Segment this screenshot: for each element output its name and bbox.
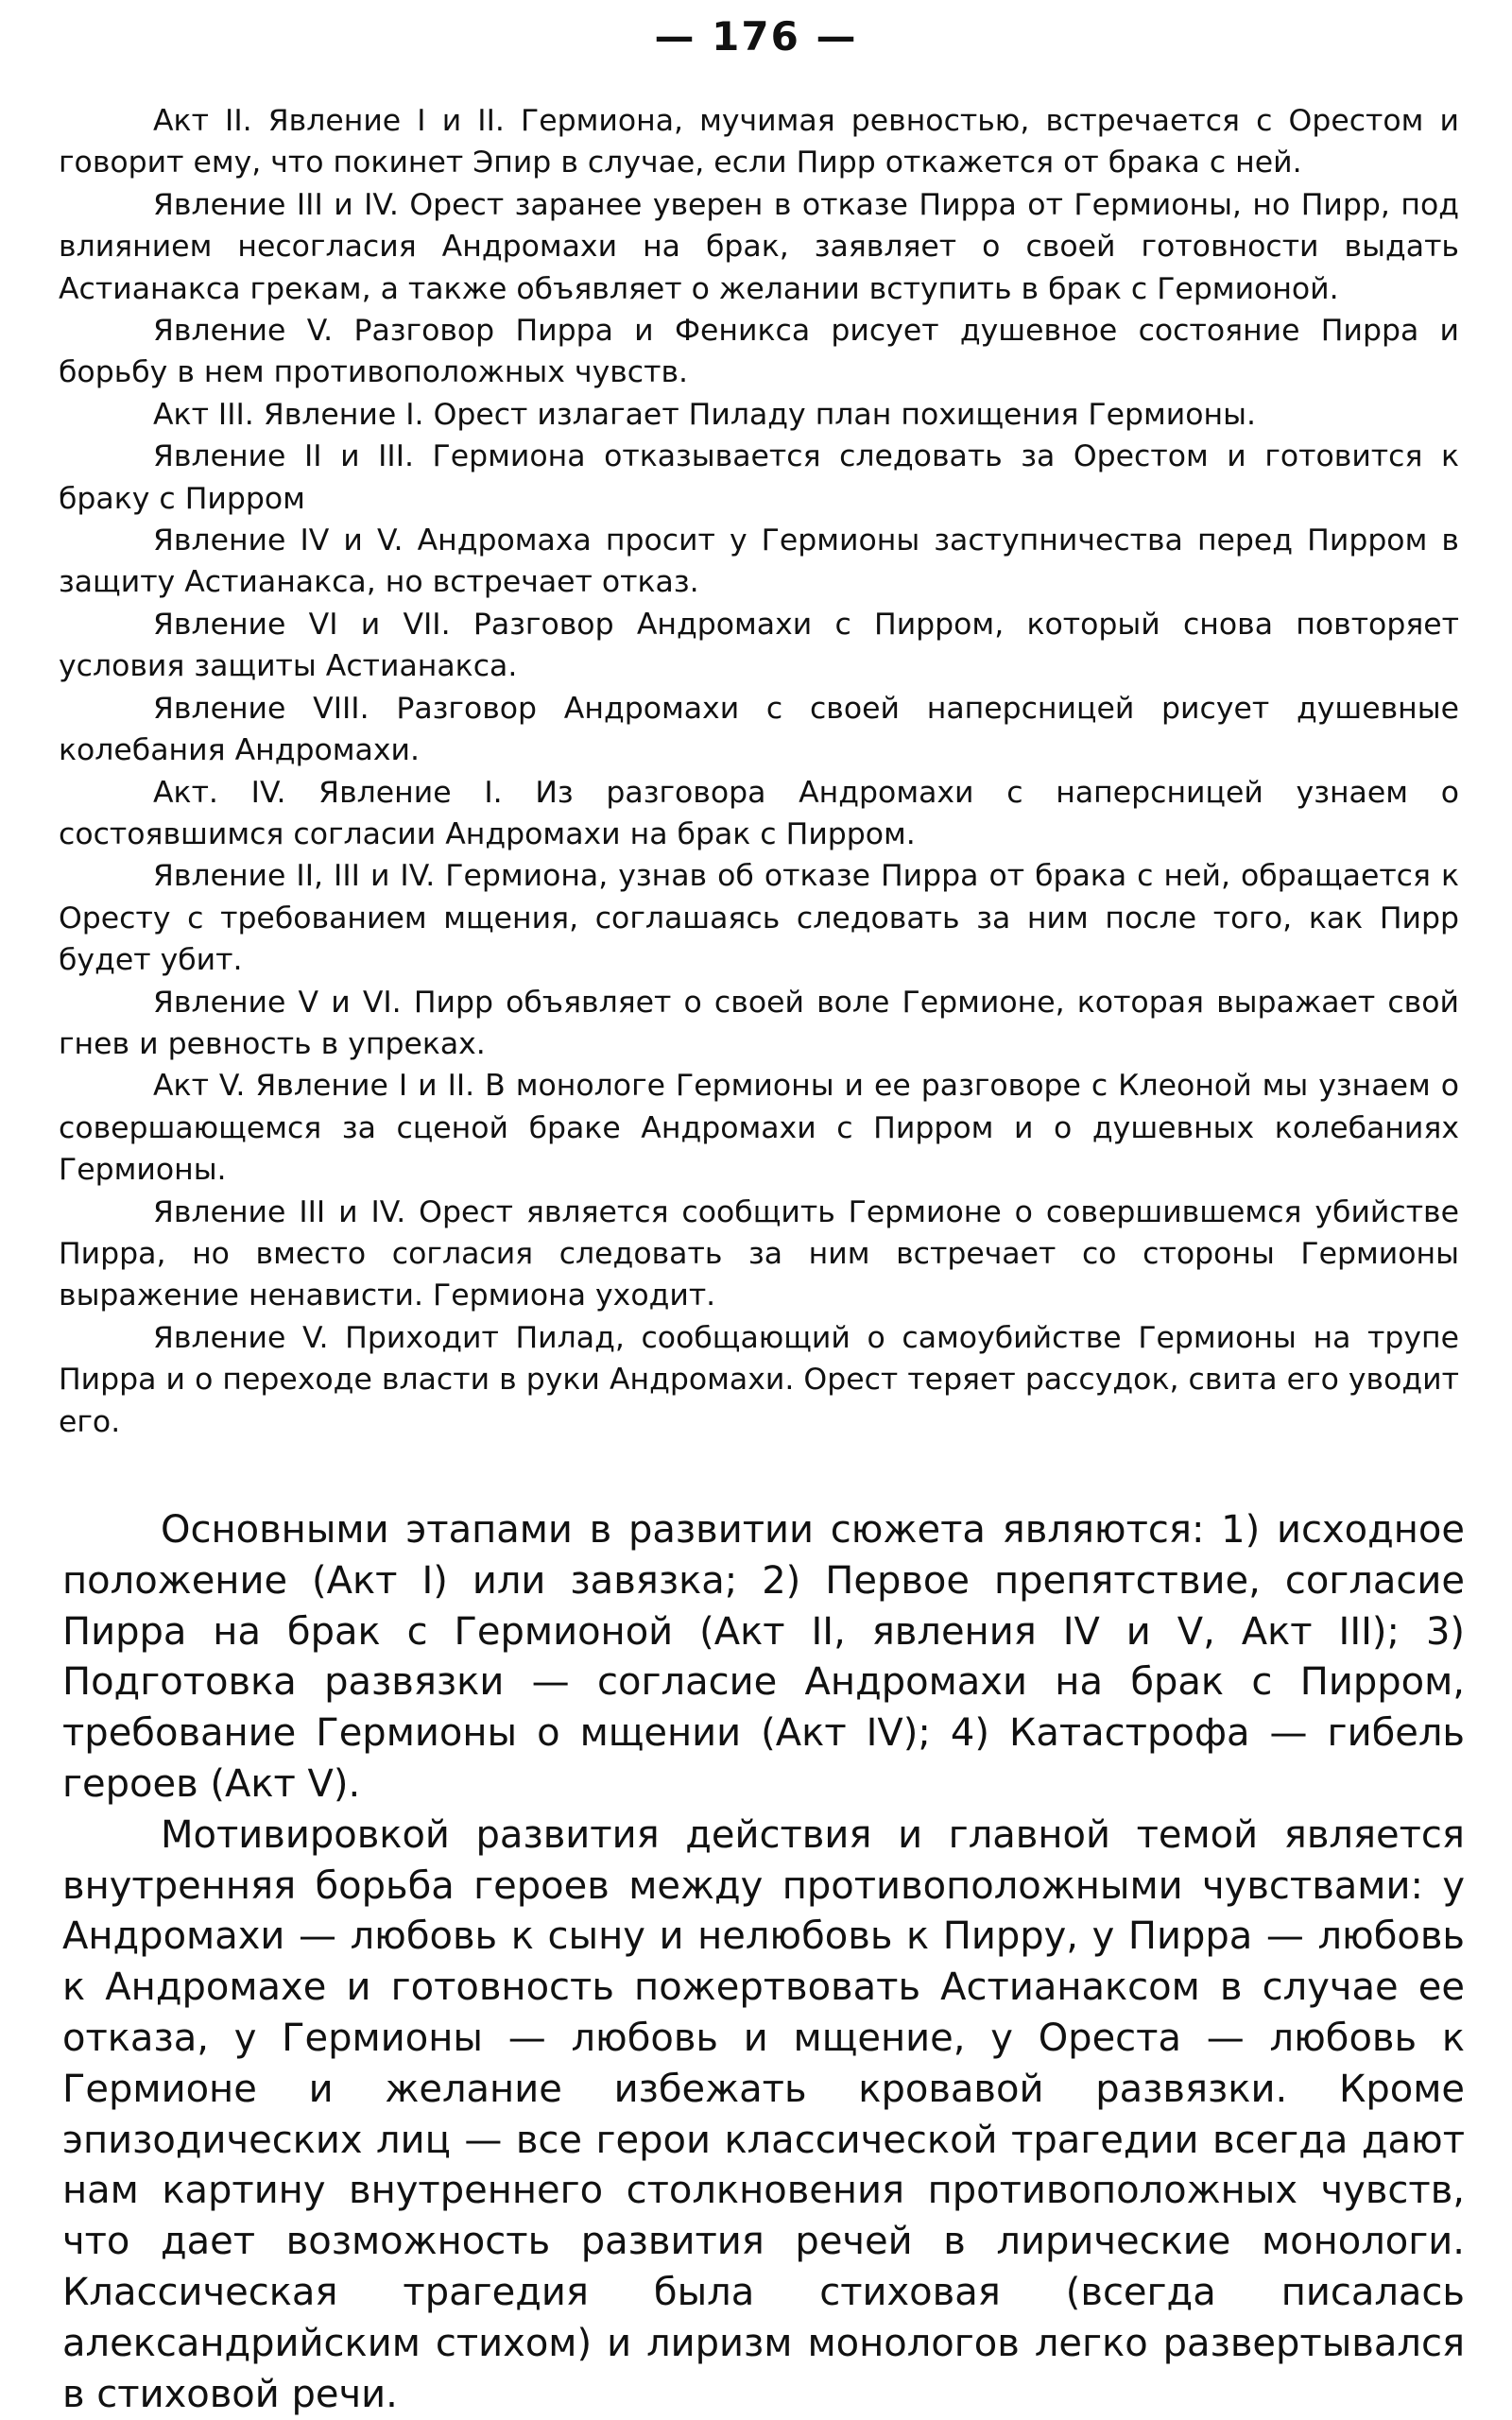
synopsis-paragraph: Акт III. Явление I. Орест излагает Пиладу план похищения Гермионы. bbox=[153, 397, 1256, 432]
synopsis-paragraph: Акт II. Явление I и II. Гермиона, мучимая ревностью, встречается с Орестом и говорит ему, что покинет Эпир в случае, если Пирр откажется от брака с ней. bbox=[59, 104, 1459, 180]
synopsis-paragraph: Явление V и VI. Пирр объявляет о своей воле Гермионе, которая выражает свой гнев и ревность в упреках. bbox=[59, 985, 1459, 1061]
synopsis-paragraph: Явление VIII. Разговор Андромахи с своей наперсницей рисует душевные колебания Андромахи. bbox=[59, 691, 1459, 768]
synopsis-paragraph: Явление II, III и IV. Гермиона, узнав об отказе Пирра от брака с ней, обращается к Оресту с требованием мщения, соглашаясь следовать за ним после того, как Пирр будет убит. bbox=[59, 859, 1459, 978]
synopsis-paragraph: Явление II и III. Гермиона отказывается следовать за Орестом и готовится к браку с Пирром bbox=[59, 439, 1459, 516]
analysis-paragraph: Мотивировкой развития действия и главной темой является внутренняя борьба героев между противоположными чувствами: у Андромахи — любовь к сыну и нелюбовь к Пирру, у Пирра — любовь к Андромахе и готовность пожертвовать Астианаксом в случае ее отказа, у Гермионы — любовь и мщение, у Ореста — любовь к Гермионе и желание избежать кровавой развязки. Кроме эпизодических лиц — все герои классической трагедии всегда дают нам картину внутреннего столкновения противоположных чувств, что дает возможность развития речей в лирические монологи. Классическая трагедия была стиховая (всегда писалась александрийским стихом) и лиризм монологов легко развертывался в стиховой речи. bbox=[62, 1812, 1465, 2416]
synopsis-paragraph: Акт. IV. Явление I. Из разговора Андромахи с наперсницей узнаем о состоявшимся согласии Андромахи на брак с Пирром. bbox=[59, 775, 1459, 851]
synopsis-paragraph: Явление IV и V. Андромаха просит у Гермионы заступничества перед Пирром в защиту Астианакса, но встречает отказ. bbox=[59, 523, 1459, 600]
synopsis-paragraph: Явление V. Приходит Пилад, сообщающий о самоубийстве Гермионы на трупе Пирра и о переходе власти в руки Андромахи. Орест теряет рассудок, свита его уводит его. bbox=[59, 1320, 1459, 1439]
analysis-paragraph: Основными этапами в развитии сюжета являются: 1) исходное положение (Акт I) или завязка; 2) Первое препятствие, согласие Пирра на брак с Гермионой (Акт II, явления IV и V, Акт III); 3) Подготовка развязки — согласие Андромахи на брак с Пирром, требование Гермионы о мщении (Акт IV); 4) Катастрофа — гибель героев (Акт V). bbox=[62, 1508, 1465, 1806]
analysis-section bbox=[62, 1505, 1465, 2420]
synopsis-paragraph: Явление VI и VII. Разговор Андромахи с Пирром, который снова повторяет условия защиты Астианакса. bbox=[59, 607, 1459, 684]
synopsis-paragraph: Акт V. Явление I и II. В монологе Гермионы и ее разговоре с Клеоной мы узнаем о совершающемся за сценой браке Андромахи с Пирром и о душевных колебаниях Гермионы. bbox=[59, 1069, 1459, 1188]
page-number: — 176 — bbox=[654, 13, 858, 60]
synopsis-paragraph: Явление V. Разговор Пирра и Феникса рисует душевное состояние Пирра и борьбу в нем противоположных чувств. bbox=[59, 314, 1459, 390]
synopsis-paragraph: Явление III и IV. Орест является сообщить Гермионе о совершившемся убийстве Пирра, но вместо согласия следовать за ним встречает со стороны Гермионы выражение ненависти. Гермиона уходит. bbox=[59, 1194, 1459, 1313]
synopsis-section bbox=[59, 100, 1459, 1443]
synopsis-paragraph: Явление III и IV. Орест заранее уверен в отказе Пирра от Гермионы, но Пирр, под влиянием несогласия Андромахи на брак, заявляет о своей готовности выдать Астианакса грекам, а также объявляет о желании вступить в брак с Гермионой. bbox=[59, 187, 1459, 306]
